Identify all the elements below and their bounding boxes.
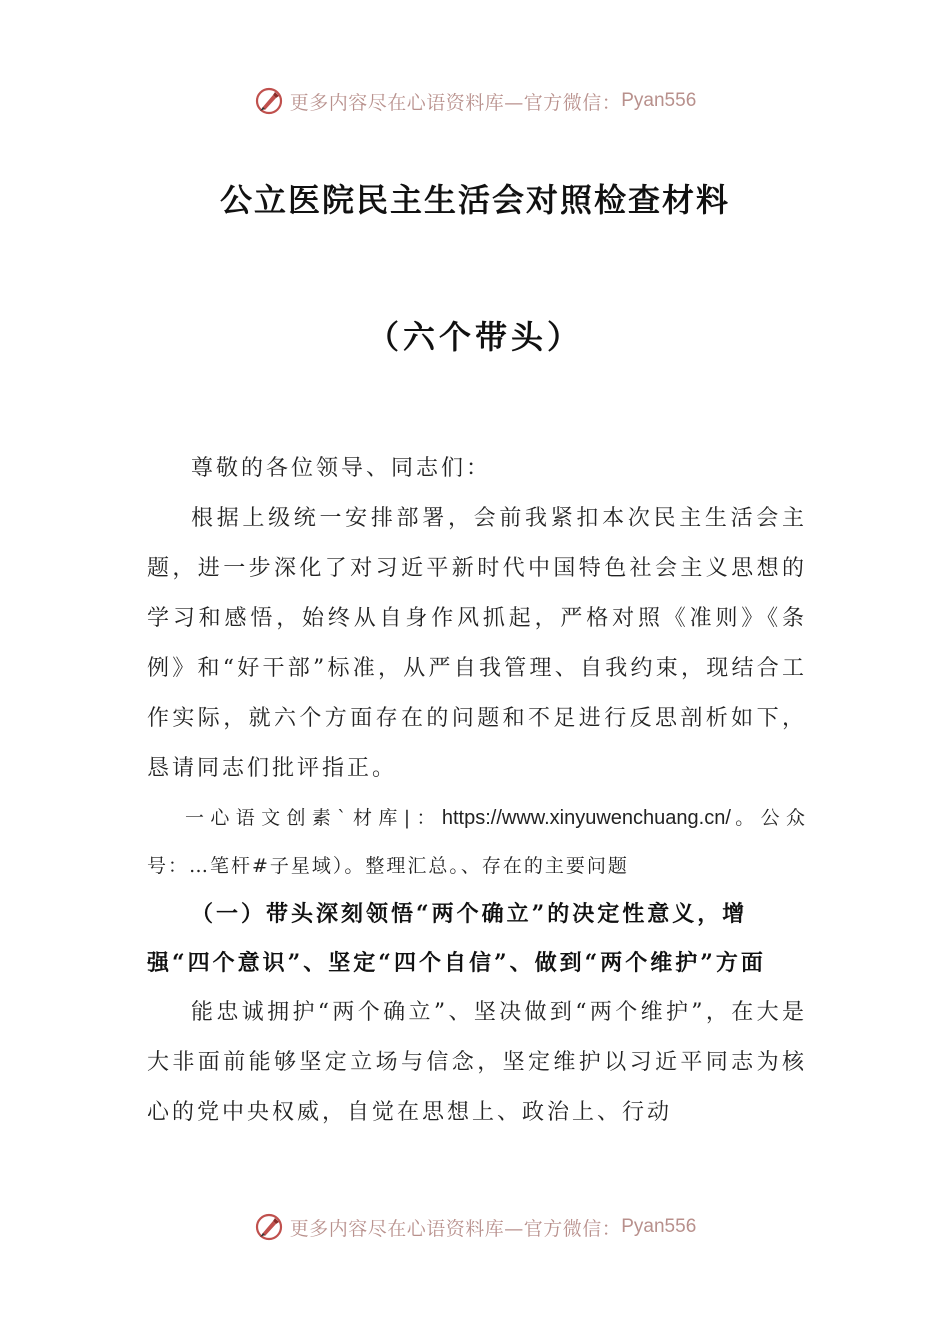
watermark-text: 更多内容尽在心语资料库—官方微信： [289, 1217, 622, 1240]
watermark-header [0, 86, 950, 116]
watermark-account: Pyan556 [621, 90, 697, 111]
source-note [147, 794, 807, 890]
source-note-url: https://www.xinyuwenchuang.cn/ [441, 807, 731, 829]
document-subtitle: （六个带头） [366, 318, 583, 356]
document-title: 公立医院民主生活会对照检查材料 [219, 181, 730, 219]
pen-logo-icon [254, 1212, 284, 1242]
pen-logo-icon [254, 86, 284, 116]
section-1-heading: （一）带头深刻领悟“两个确立”的决定性意义，增强“四个意识”、坚定“四个自信”、做到“两个维护”方面 [147, 901, 766, 976]
source-note-prefix: 一心语文创素`材库|： [185, 807, 442, 829]
section-1-paragraph: 能忠诚拥护“两个确立”、坚决做到“两个维护”，在大是大非面前能够坚定立场与信念，坚定维护以习近平同志为核心的党中央权威，自觉在思想上、政治上、行动 [147, 1000, 807, 1125]
watermark-footer [0, 1212, 950, 1242]
intro-paragraph: 根据上级统一安排部署，会前我紧扣本次民主生活会主题，进一步深化了对习近平新时代中国特色社会主义思想的学习和感悟，始终从自身作风抓起，严格对照《准则》《条例》和“好干部”标准，从严自我管理、自我约束，现结合工作实际，就六个方面存在的问题和不足进行反思剖析如下，恳请同志们批评指正。 [147, 506, 807, 781]
watermark-text: 更多内容尽在心语资料库—官方微信： [289, 91, 622, 114]
source-note-suffix: 。公众号：…笔杆#子星域）。整理汇总。、存在的主要问题 [147, 807, 807, 877]
watermark-account: Pyan556 [621, 1216, 697, 1237]
document-body [147, 444, 807, 1138]
greeting: 尊敬的各位领导、同志们： [191, 456, 492, 481]
